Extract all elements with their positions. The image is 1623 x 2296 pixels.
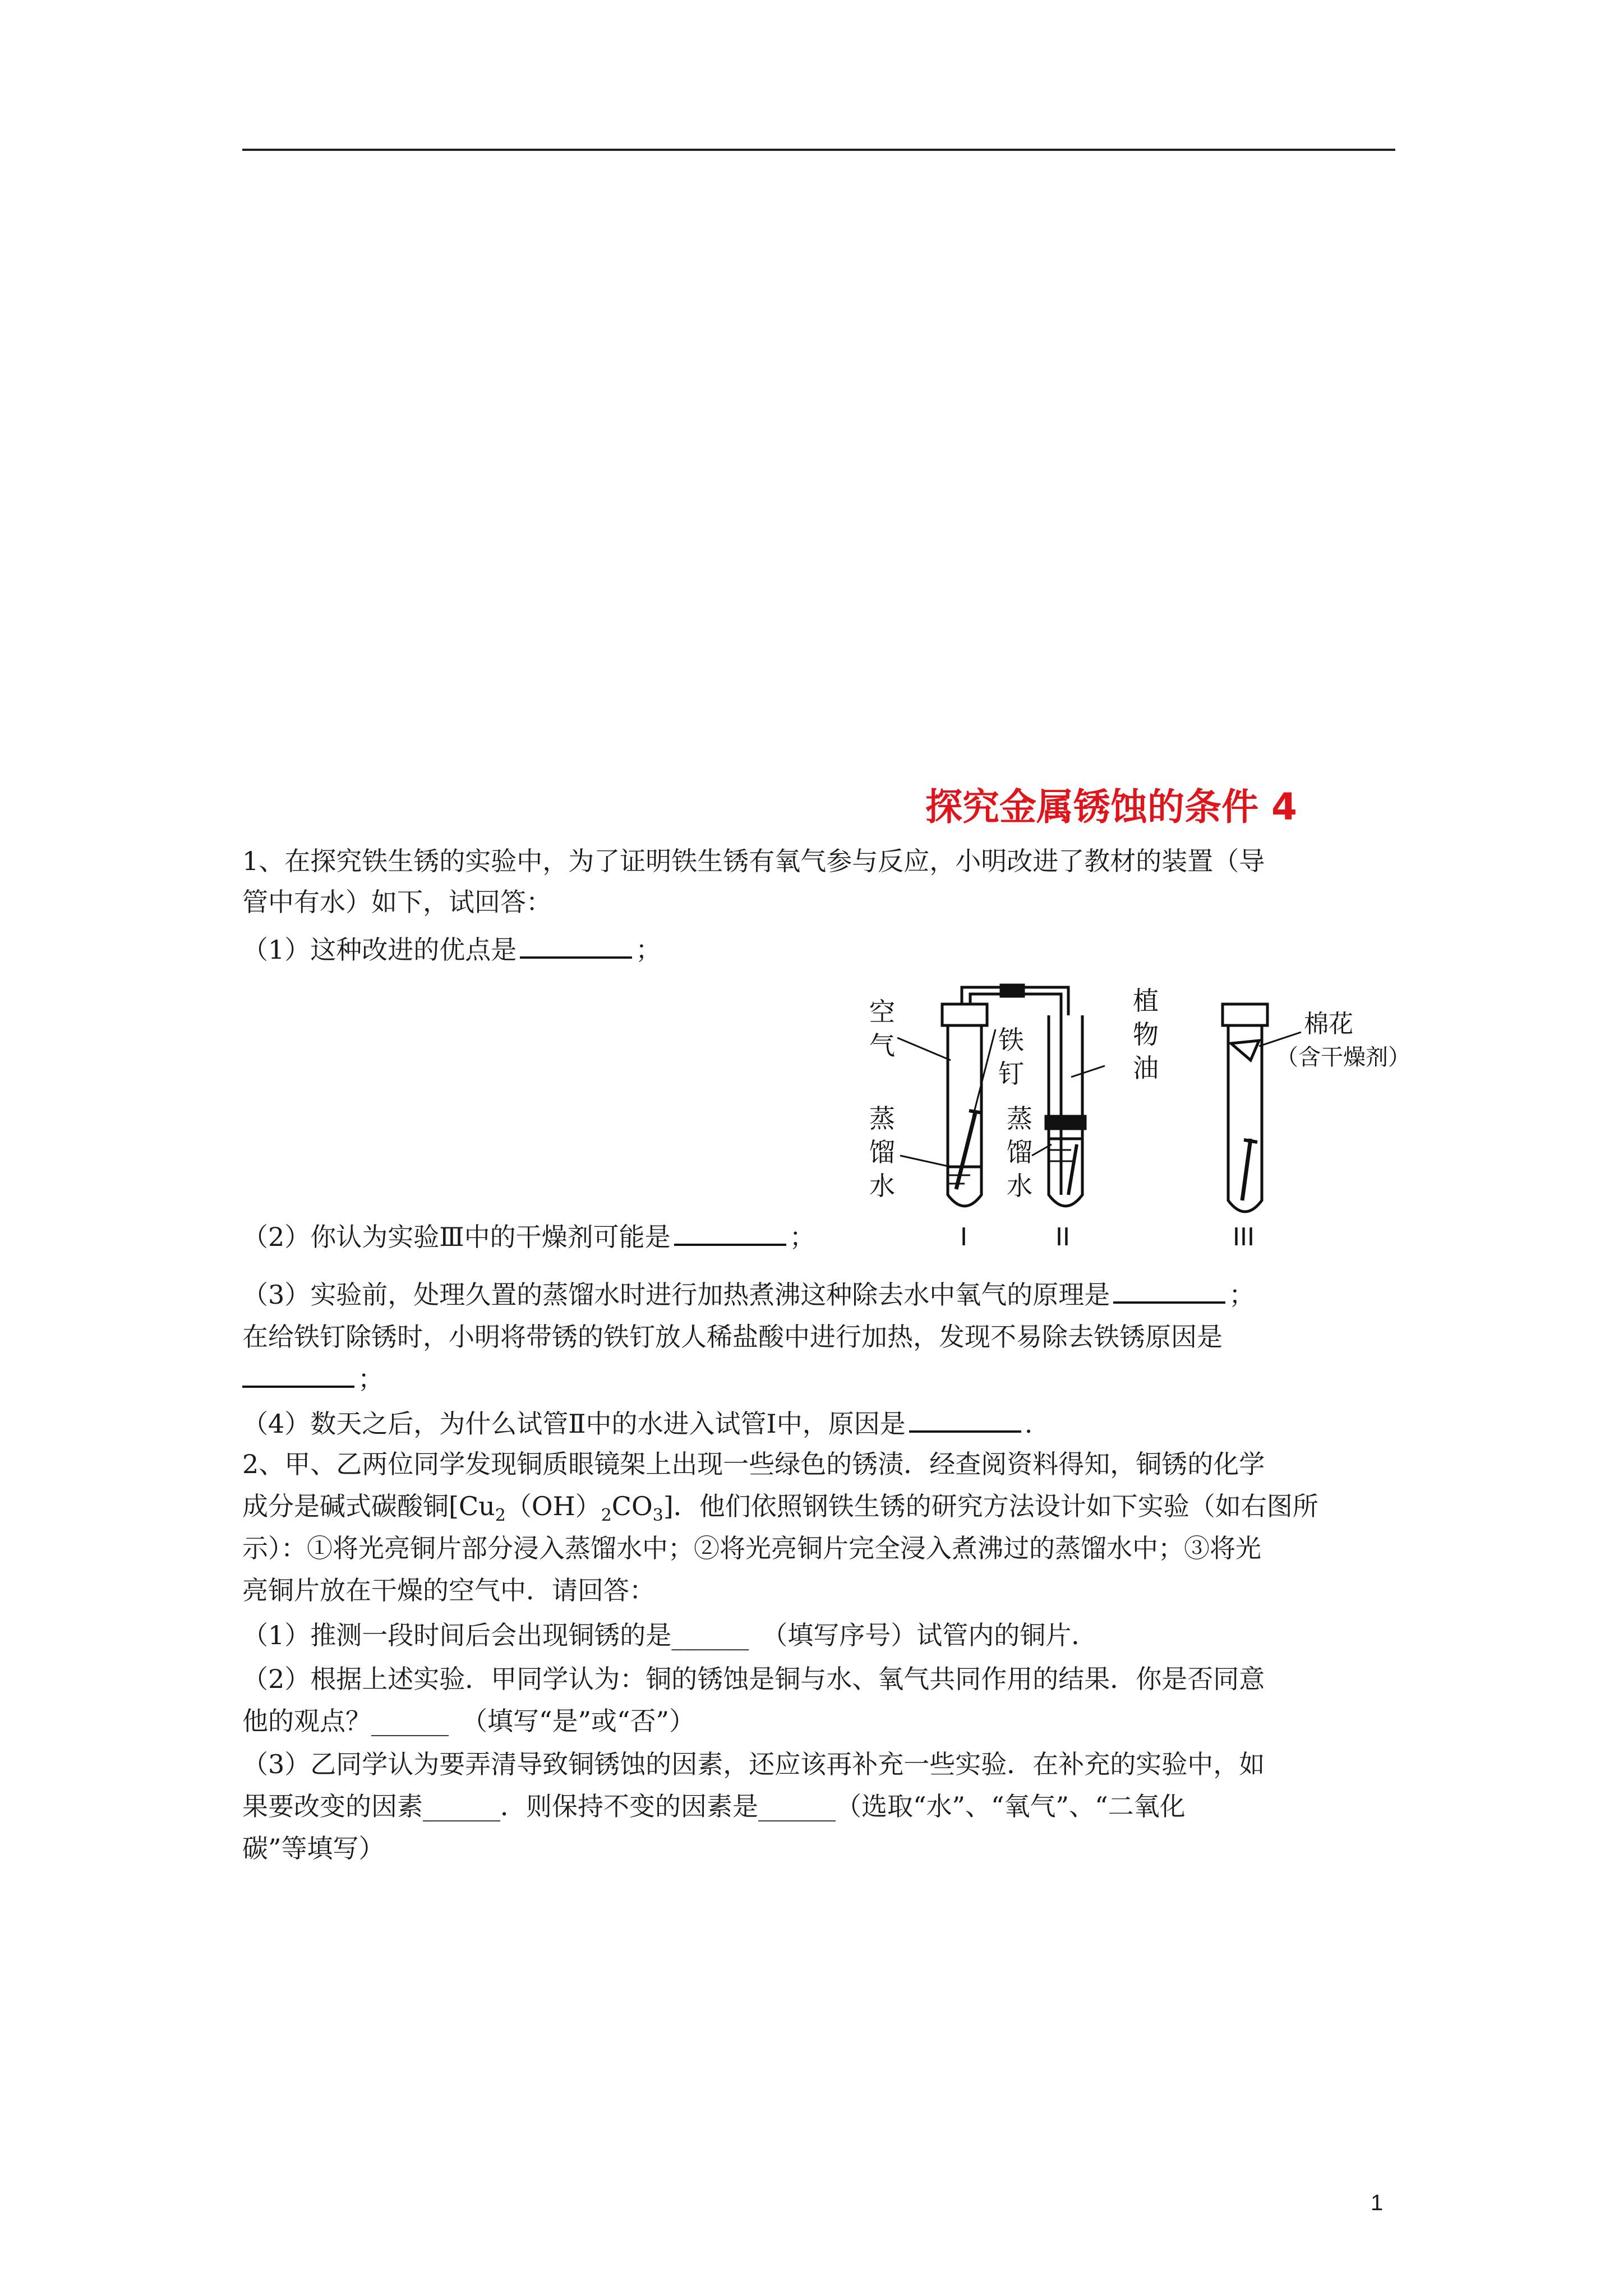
q1-part2-text: （2）你认为实验Ⅲ中的干燥剂可能是 — [242, 1222, 671, 1252]
label-nail-2: 钉 — [998, 1059, 1024, 1089]
answer-blank[interactable] — [674, 1221, 786, 1246]
punct: ； — [635, 935, 662, 965]
tube-label-i: I — [960, 1223, 967, 1251]
answer-blank[interactable] — [520, 934, 632, 959]
label-water-left-3: 水 — [869, 1171, 895, 1201]
q2-part2b: 他的观点？______ （填写“是”或“否”） — [242, 1706, 695, 1736]
label-water-mid-1: 蒸 — [1007, 1103, 1032, 1134]
q1-stem-line1: 1、在探究铁生锈的实验中，为了证明铁生锈有氧气参与反应，小明改进了教材的装置（导 — [242, 846, 1265, 876]
q2-line1: 2、甲、乙两位同学发现铜质眼镜架上出现一些绿色的锈渍．经查阅资料得知，铜锈的化学 — [242, 1449, 1265, 1479]
answer-blank[interactable] — [1113, 1279, 1225, 1304]
q1-part3b: 在给铁钉除锈时，小明将带锈的铁钉放人稀盐酸中进行加热，发现不易除去铁锈原因是 — [242, 1322, 1223, 1352]
punct: ； — [358, 1364, 384, 1394]
tube-i — [942, 1004, 987, 1206]
answer-blank[interactable] — [242, 1363, 354, 1388]
q1-part3c — [242, 1362, 1395, 1396]
q2-line2-text: （OH） — [505, 1491, 601, 1521]
q2-line2-text: CO — [611, 1491, 653, 1521]
header-rule — [242, 149, 1395, 151]
tube-ii — [1046, 1015, 1085, 1206]
q1-part3 — [242, 1278, 1395, 1312]
q2-part3b: 果要改变的因素______．则保持不变的因素是______（选取“水”、“氧气”、“二氧化 — [242, 1791, 1186, 1821]
q1-part3-text: （3）实验前，处理久置的蒸馏水时进行加热煮沸这种除去水中氧气的原理是 — [242, 1280, 1110, 1310]
subscript: 2 — [601, 1506, 612, 1526]
q1-part4-text: （4）数天之后，为什么试管Ⅱ中的水进入试管Ⅰ中，原因是 — [242, 1409, 906, 1439]
q1-part2 — [242, 1220, 1395, 1254]
apparatus-figure — [858, 976, 1419, 1257]
q2-line2 — [242, 1489, 1395, 1533]
label-oil-3: 油 — [1133, 1053, 1159, 1083]
tube-iii — [1223, 1004, 1267, 1212]
label-oil-1: 植 — [1133, 986, 1159, 1016]
q1-part4 — [242, 1407, 1395, 1441]
label-air-1: 空 — [869, 997, 895, 1027]
q1-part1-text: （1）这种改进的优点是 — [242, 935, 517, 965]
q2-part1: （1）推测一段时间后会出现铜锈的是______ （填写序号）试管内的铜片． — [242, 1620, 1098, 1650]
q2-part2a: （2）根据上述实验．甲同学认为：铜的锈蚀是铜与水、氧气共同作用的结果．你是否同意 — [242, 1664, 1265, 1694]
subscript: 3 — [652, 1506, 663, 1526]
subscript: 2 — [495, 1506, 506, 1526]
label-air-2: 气 — [869, 1030, 895, 1061]
page-number: 1 — [1371, 2191, 1384, 2215]
q2-part3c: 碳”等填写） — [242, 1833, 385, 1864]
q2-part3a: （3）乙同学认为要弄清导致铜锈蚀的因素，还应该再补充一些实验．在补充的实验中，如 — [242, 1749, 1265, 1779]
label-water-left-1: 蒸 — [869, 1103, 895, 1134]
punct: ； — [789, 1222, 815, 1252]
q2-line3: 示）：①将光亮铜片部分浸入蒸馏水中；②将光亮铜片完全浸入煮沸过的蒸馏水中；③将光 — [242, 1533, 1261, 1563]
label-cotton: 棉花 — [1304, 1010, 1353, 1038]
label-nail-1: 铁 — [998, 1025, 1024, 1055]
q1-stem-line2: 管中有水）如下，试回答： — [242, 887, 552, 917]
q2-line4: 亮铜片放在干燥的空气中．请回答： — [242, 1575, 655, 1605]
punct: . — [1024, 1409, 1033, 1439]
label-water-mid-3: 水 — [1007, 1171, 1032, 1201]
tube-label-ii: II — [1055, 1223, 1070, 1251]
label-desiccant: （含干燥剂） — [1276, 1045, 1410, 1070]
punct: ； — [1229, 1280, 1255, 1310]
q2-line2-text: 成分是碱式碳酸铜[Cu — [242, 1491, 495, 1521]
q2-line2-text: ]．他们依照钢铁生锈的研究方法设计如下实验（如右图所 — [663, 1491, 1318, 1521]
tube-label-iii: III — [1233, 1223, 1255, 1251]
answer-blank[interactable] — [909, 1408, 1021, 1433]
label-oil-2: 物 — [1133, 1019, 1159, 1050]
label-water-left-2: 馏 — [869, 1137, 895, 1167]
label-water-mid-2: 馏 — [1007, 1137, 1032, 1167]
q1-part1 — [242, 933, 1395, 967]
page-title: 探究金属锈蚀的条件 4 — [925, 785, 1297, 829]
